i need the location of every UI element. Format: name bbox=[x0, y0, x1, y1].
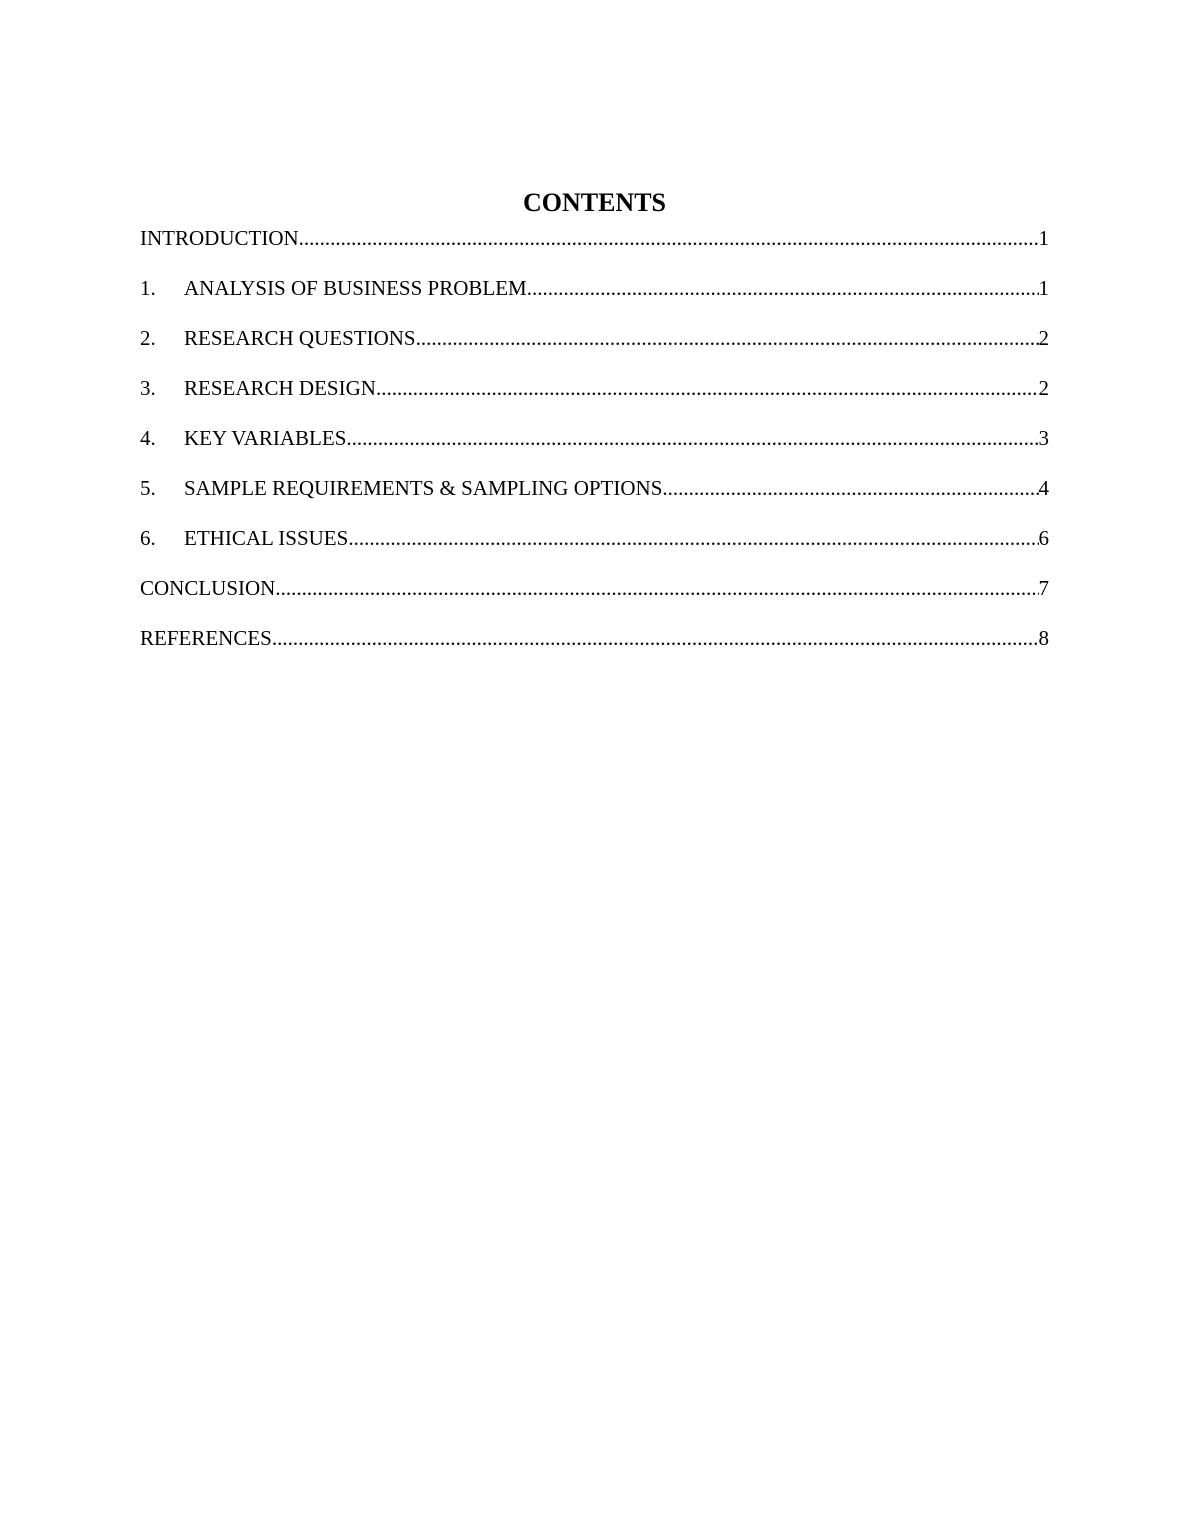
toc-entry-number: 2. bbox=[140, 326, 156, 350]
toc-entry-analysis-of-business-problem[interactable] bbox=[140, 275, 1049, 325]
toc-entry-text: ANALYSIS OF BUSINESS PROBLEM bbox=[184, 276, 527, 300]
toc-entry-research-questions[interactable] bbox=[140, 325, 1049, 375]
toc-leader-dots bbox=[348, 525, 1038, 551]
toc-entry-references[interactable] bbox=[140, 625, 1049, 675]
toc-entry-introduction[interactable] bbox=[140, 225, 1049, 275]
toc-entry-conclusion[interactable] bbox=[140, 575, 1049, 625]
toc-leader-dots bbox=[416, 325, 1039, 351]
toc-entry-key-variables[interactable] bbox=[140, 425, 1049, 475]
toc-leader-dots bbox=[527, 275, 1039, 301]
toc-leader-dots bbox=[346, 425, 1038, 451]
toc-entry-number: 6. bbox=[140, 526, 156, 550]
toc-entry-text: SAMPLE REQUIREMENTS & SAMPLING OPTIONS bbox=[184, 476, 663, 500]
toc-entry-page: 2 bbox=[1038, 376, 1049, 400]
toc-entry-text: RESEARCH QUESTIONS bbox=[184, 326, 416, 350]
toc-entry-text: REFERENCES bbox=[140, 626, 272, 650]
toc-entry-page: 8 bbox=[1038, 626, 1049, 650]
toc-leader-dots bbox=[272, 625, 1039, 651]
toc-entry-number: 5. bbox=[140, 476, 156, 500]
toc-leader-dots bbox=[299, 225, 1039, 251]
toc-leader-dots bbox=[275, 575, 1038, 601]
toc-entry-ethical-issues[interactable] bbox=[140, 525, 1049, 575]
toc-entry-text: KEY VARIABLES bbox=[184, 426, 347, 450]
toc-entry-page: 2 bbox=[1038, 326, 1049, 350]
toc-entry-text: RESEARCH DESIGN bbox=[184, 376, 376, 400]
document-page bbox=[140, 186, 1049, 675]
toc-list bbox=[140, 225, 1049, 675]
toc-entry-number: 3. bbox=[140, 376, 156, 400]
toc-entry-page: 3 bbox=[1038, 426, 1049, 450]
toc-entry-number: 4. bbox=[140, 426, 156, 450]
toc-entry-text: INTRODUCTION bbox=[140, 226, 299, 250]
toc-entry-page: 6 bbox=[1038, 526, 1049, 550]
toc-entry-sample-requirements[interactable] bbox=[140, 475, 1049, 525]
toc-entry-number: 1. bbox=[140, 276, 156, 300]
toc-leader-dots bbox=[662, 475, 1038, 501]
toc-entry-page: 4 bbox=[1038, 476, 1049, 500]
toc-entry-page: 1 bbox=[1038, 276, 1049, 300]
toc-title: CONTENTS bbox=[522, 188, 667, 217]
toc-entry-text: CONCLUSION bbox=[140, 576, 276, 600]
toc-entry-page: 1 bbox=[1038, 226, 1049, 250]
toc-leader-dots bbox=[376, 375, 1039, 401]
toc-entry-text: ETHICAL ISSUES bbox=[184, 526, 349, 550]
toc-entry-page: 7 bbox=[1038, 576, 1049, 600]
toc-entry-research-design[interactable] bbox=[140, 375, 1049, 425]
